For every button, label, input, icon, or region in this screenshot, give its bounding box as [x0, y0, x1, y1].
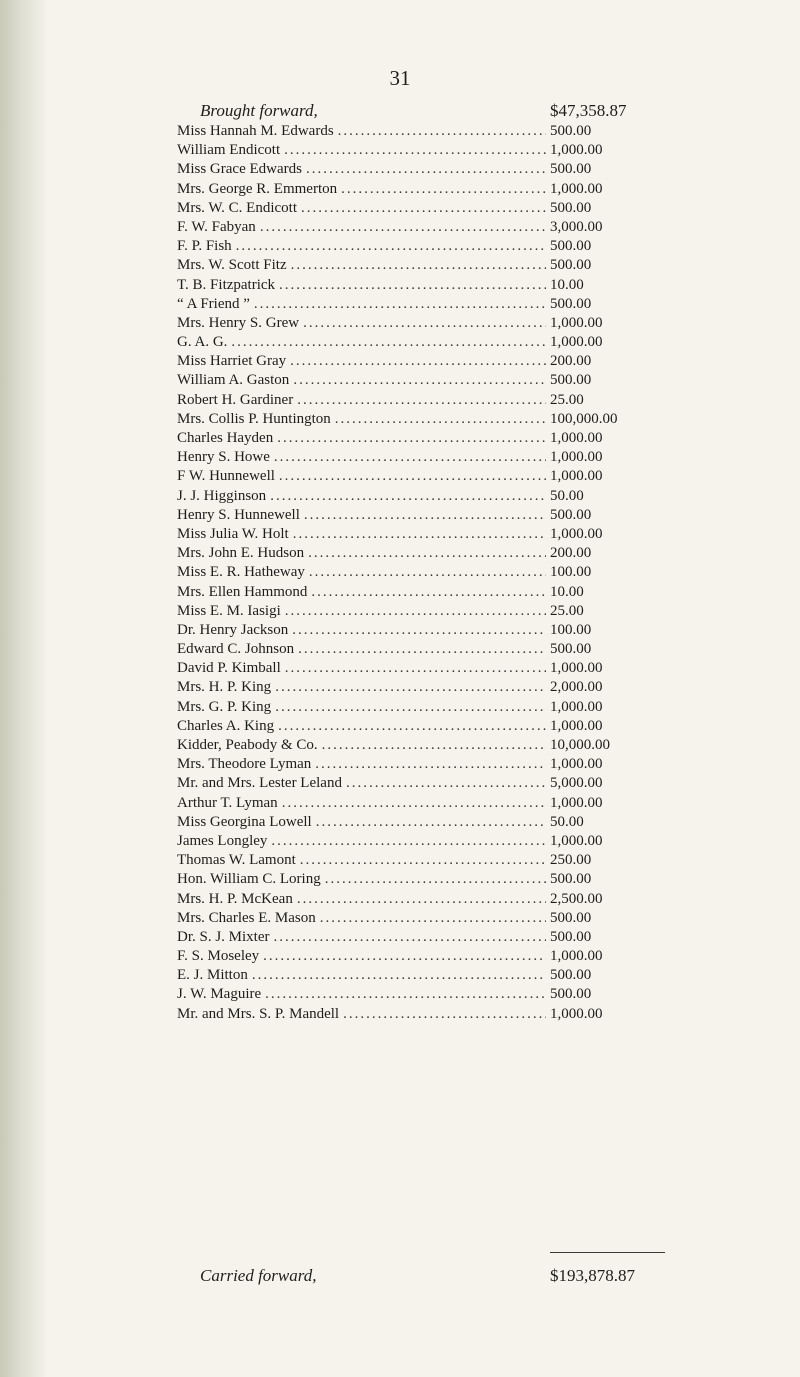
donor-row	[177, 391, 675, 410]
dot-leader	[274, 448, 546, 467]
donor-row	[177, 832, 675, 851]
donor-name: Henry S. Howe	[177, 449, 270, 466]
donor-row	[177, 276, 675, 295]
donor-name: F W. Hunnewell	[177, 468, 275, 485]
carried-forward-row	[200, 1266, 675, 1286]
donor-name: William Endicott	[177, 142, 281, 159]
dot-leader	[284, 141, 546, 160]
donor-row	[177, 717, 675, 736]
dot-leader	[343, 1005, 546, 1024]
donor-name: J. W. Maguire	[177, 986, 262, 1003]
donor-name: Mrs. W. C. Endicott	[177, 199, 298, 216]
page-edge-shadow	[0, 0, 48, 1377]
donor-row	[177, 736, 675, 755]
donor-name: Mrs. Collis P. Huntington	[177, 410, 331, 427]
donor-name: Mrs. John E. Hudson	[177, 545, 305, 562]
dot-leader	[316, 813, 546, 832]
donor-amount: 10.00	[550, 276, 584, 293]
donor-row	[177, 141, 675, 160]
donor-amount: 500.00	[550, 871, 592, 888]
donor-amount: 100.00	[550, 621, 592, 638]
donor-amount: 500.00	[550, 372, 592, 389]
donor-name: F. S. Moseley	[177, 948, 260, 965]
donor-amount: 1,000.00	[550, 449, 603, 466]
donor-name: Miss E. M. Iasigi	[177, 602, 281, 619]
donor-row	[177, 890, 675, 909]
donor-row	[177, 640, 675, 659]
dot-leader	[275, 698, 546, 717]
donor-name: Robert H. Gardiner	[177, 391, 294, 408]
donor-amount: 250.00	[550, 852, 592, 869]
donor-row	[177, 1005, 675, 1024]
donor-row	[177, 429, 675, 448]
dot-leader	[306, 160, 546, 179]
donor-amount: 2,000.00	[550, 679, 603, 696]
donor-row	[177, 870, 675, 889]
carried-forward-label: Carried forward,	[200, 1266, 317, 1285]
dot-leader	[231, 333, 546, 352]
donor-row	[177, 122, 675, 141]
donor-amount: 500.00	[550, 123, 592, 139]
donor-row	[177, 180, 675, 199]
donor-name: Mrs. W. Scott Fitz	[177, 257, 287, 274]
donor-row	[177, 602, 675, 621]
dot-leader	[292, 621, 546, 640]
dot-leader	[254, 295, 546, 314]
donor-amount: 500.00	[550, 641, 592, 658]
donor-amount: 500.00	[550, 238, 592, 255]
donor-name: James Longley	[177, 832, 268, 849]
donor-name: Dr. S. J. Mixter	[177, 928, 270, 945]
donor-amount: 500.00	[550, 986, 592, 1003]
donor-amount: 500.00	[550, 257, 592, 274]
donor-amount: 3,000.00	[550, 218, 603, 235]
donor-amount: 1,000.00	[550, 1005, 603, 1022]
donor-amount: 1,000.00	[550, 430, 603, 446]
donor-amount: 50.00	[550, 813, 584, 830]
dot-leader	[279, 276, 546, 295]
donor-amount: 100.00	[550, 564, 592, 581]
dot-leader	[260, 218, 546, 237]
dot-leader	[335, 410, 546, 429]
donor-row	[177, 678, 675, 697]
donor-amount: 1,000.00	[550, 948, 603, 965]
donor-amount: 500.00	[550, 161, 592, 178]
donor-amount: 1,000.00	[550, 180, 603, 197]
donor-row	[177, 314, 675, 333]
donor-name: Henry S. Hunnewell	[177, 506, 300, 523]
donor-list	[177, 122, 675, 1024]
donor-name: Kidder, Peabody & Co.	[177, 737, 318, 753]
donor-amount: 1,000.00	[550, 717, 603, 734]
donor-row	[177, 525, 675, 544]
carried-forward-amount: $193,878.87	[550, 1266, 635, 1285]
donor-name: Miss Harriet Gray	[177, 353, 287, 370]
dot-leader	[297, 890, 546, 909]
donor-name: Miss Georgina Lowell	[177, 813, 312, 830]
donor-row	[177, 794, 675, 813]
dot-leader	[274, 928, 546, 947]
donor-amount: 1,000.00	[550, 698, 603, 715]
donor-amount: 500.00	[550, 967, 592, 984]
dot-leader	[338, 122, 546, 141]
donor-row	[177, 487, 675, 506]
dot-leader	[263, 947, 546, 966]
donor-row	[177, 563, 675, 582]
donor-name: E. J. Mitton	[177, 967, 248, 984]
donor-amount: 200.00	[550, 353, 592, 370]
donor-name: Edward C. Johnson	[177, 641, 295, 658]
dot-leader	[308, 544, 546, 563]
dot-leader	[303, 314, 546, 333]
donor-row	[177, 333, 675, 352]
donor-name: Mrs. Henry S. Grew	[177, 314, 300, 331]
donor-name: T. B. Fitzpatrick	[177, 276, 276, 293]
dot-leader	[293, 525, 546, 544]
donor-row	[177, 966, 675, 985]
donor-amount: 1,000.00	[550, 794, 603, 811]
donor-name: David P. Kimball	[177, 660, 281, 677]
dot-leader	[282, 794, 546, 813]
donor-amount: 10.00	[550, 583, 584, 600]
dot-leader	[285, 602, 546, 621]
dot-leader	[293, 371, 546, 390]
donor-amount: 50.00	[550, 487, 584, 504]
donor-name: Mrs. George R. Emmerton	[177, 180, 338, 197]
dot-leader	[277, 429, 546, 448]
donor-amount: 500.00	[550, 295, 592, 312]
donor-name: Miss Grace Edwards	[177, 161, 302, 178]
donor-amount: 1,000.00	[550, 334, 603, 351]
dot-leader	[320, 909, 546, 928]
donor-amount: 1,000.00	[550, 756, 603, 773]
dot-leader	[278, 717, 546, 736]
donor-name: Mrs. H. P. King	[177, 679, 272, 696]
dot-leader	[290, 352, 546, 371]
donor-row	[177, 467, 675, 486]
donor-amount: 200.00	[550, 545, 592, 562]
page-number: 31	[389, 66, 411, 90]
dot-leader	[301, 199, 546, 218]
donor-name: Miss Hannah M. Edwards	[177, 123, 334, 139]
donor-row	[177, 928, 675, 947]
dot-leader	[309, 563, 546, 582]
donor-row	[177, 256, 675, 275]
donor-name: Arthur T. Lyman	[177, 794, 278, 811]
dot-leader	[300, 851, 546, 870]
donor-name: Charles Hayden	[177, 430, 274, 446]
donor-row	[177, 160, 675, 179]
dot-leader	[315, 755, 546, 774]
donor-row	[177, 237, 675, 256]
donor-row	[177, 851, 675, 870]
donor-amount: 500.00	[550, 909, 592, 926]
donor-row	[177, 774, 675, 793]
donor-amount: 500.00	[550, 199, 592, 216]
donor-row	[177, 659, 675, 678]
donor-row	[177, 583, 675, 602]
donor-name: Mrs. Ellen Hammond	[177, 583, 308, 600]
donor-row	[177, 985, 675, 1004]
donor-amount: 500.00	[550, 506, 592, 523]
donor-amount: 25.00	[550, 602, 584, 619]
donor-name: Charles A. King	[177, 717, 275, 734]
donor-amount: 10,000.00	[550, 737, 610, 753]
donor-name: Mrs. G. P. King	[177, 698, 272, 715]
dot-leader	[252, 966, 546, 985]
donor-row	[177, 218, 675, 237]
dot-leader	[346, 774, 546, 793]
donor-row	[177, 909, 675, 928]
donor-row	[177, 199, 675, 218]
donor-amount: 2,500.00	[550, 890, 603, 907]
donor-name: “ A Friend ”	[177, 295, 250, 312]
donor-amount: 1,000.00	[550, 832, 603, 849]
dot-leader	[298, 640, 546, 659]
dot-leader	[285, 659, 546, 678]
donor-amount: 5,000.00	[550, 775, 603, 792]
donor-name: Thomas W. Lamont	[177, 852, 296, 869]
donor-row	[177, 371, 675, 390]
donor-name: Mr. and Mrs. Lester Leland	[177, 775, 342, 792]
donor-name: William A. Gaston	[177, 372, 290, 389]
donor-name: Hon. William C. Loring	[177, 871, 321, 888]
total-rule	[550, 1252, 665, 1253]
donor-row	[177, 506, 675, 525]
donor-name: Miss E. R. Hatheway	[177, 564, 305, 581]
dot-leader	[322, 736, 546, 755]
brought-forward-row	[200, 101, 675, 121]
dot-leader	[265, 985, 546, 1004]
donor-row	[177, 813, 675, 832]
donor-row	[177, 621, 675, 640]
donor-row	[177, 698, 675, 717]
donor-row	[177, 352, 675, 371]
donor-row	[177, 947, 675, 966]
donor-amount: 500.00	[550, 928, 592, 945]
donor-name: Mrs. Theodore Lyman	[177, 756, 312, 773]
dot-leader	[341, 180, 546, 199]
dot-leader	[236, 237, 546, 256]
dot-leader	[271, 832, 546, 851]
donor-name: F. W. Fabyan	[177, 218, 256, 235]
dot-leader	[325, 870, 546, 889]
donor-amount: 100,000.00	[550, 410, 618, 427]
donor-name: Mr. and Mrs. S. P. Mandell	[177, 1005, 340, 1022]
donor-name: Miss Julia W. Holt	[177, 525, 289, 542]
dot-leader	[304, 506, 546, 525]
dot-leader	[270, 487, 546, 506]
donor-row	[177, 295, 675, 314]
brought-forward-label: Brought forward,	[200, 101, 318, 120]
donor-name: Mrs. H. P. McKean	[177, 890, 293, 907]
brought-forward-amount: $47,358.87	[550, 101, 627, 120]
donor-amount: 1,000.00	[550, 660, 603, 677]
dot-leader	[275, 678, 546, 697]
donor-name: Mrs. Charles E. Mason	[177, 909, 316, 926]
dot-leader	[279, 467, 546, 486]
dot-leader	[297, 391, 546, 410]
donor-name: J. J. Higginson	[177, 487, 267, 504]
dot-leader	[291, 256, 546, 275]
donor-amount: 25.00	[550, 391, 584, 408]
donor-row	[177, 544, 675, 563]
donor-amount: 1,000.00	[550, 525, 603, 542]
donor-row	[177, 755, 675, 774]
donor-name: Dr. Henry Jackson	[177, 621, 289, 638]
donor-amount: 1,000.00	[550, 142, 603, 159]
donor-name: F. P. Fish	[177, 238, 232, 255]
donor-row	[177, 410, 675, 429]
donor-amount: 1,000.00	[550, 468, 603, 485]
donor-name: G. A. G.	[177, 334, 228, 351]
donor-amount: 1,000.00	[550, 314, 603, 331]
donor-row	[177, 448, 675, 467]
dot-leader	[311, 583, 546, 602]
